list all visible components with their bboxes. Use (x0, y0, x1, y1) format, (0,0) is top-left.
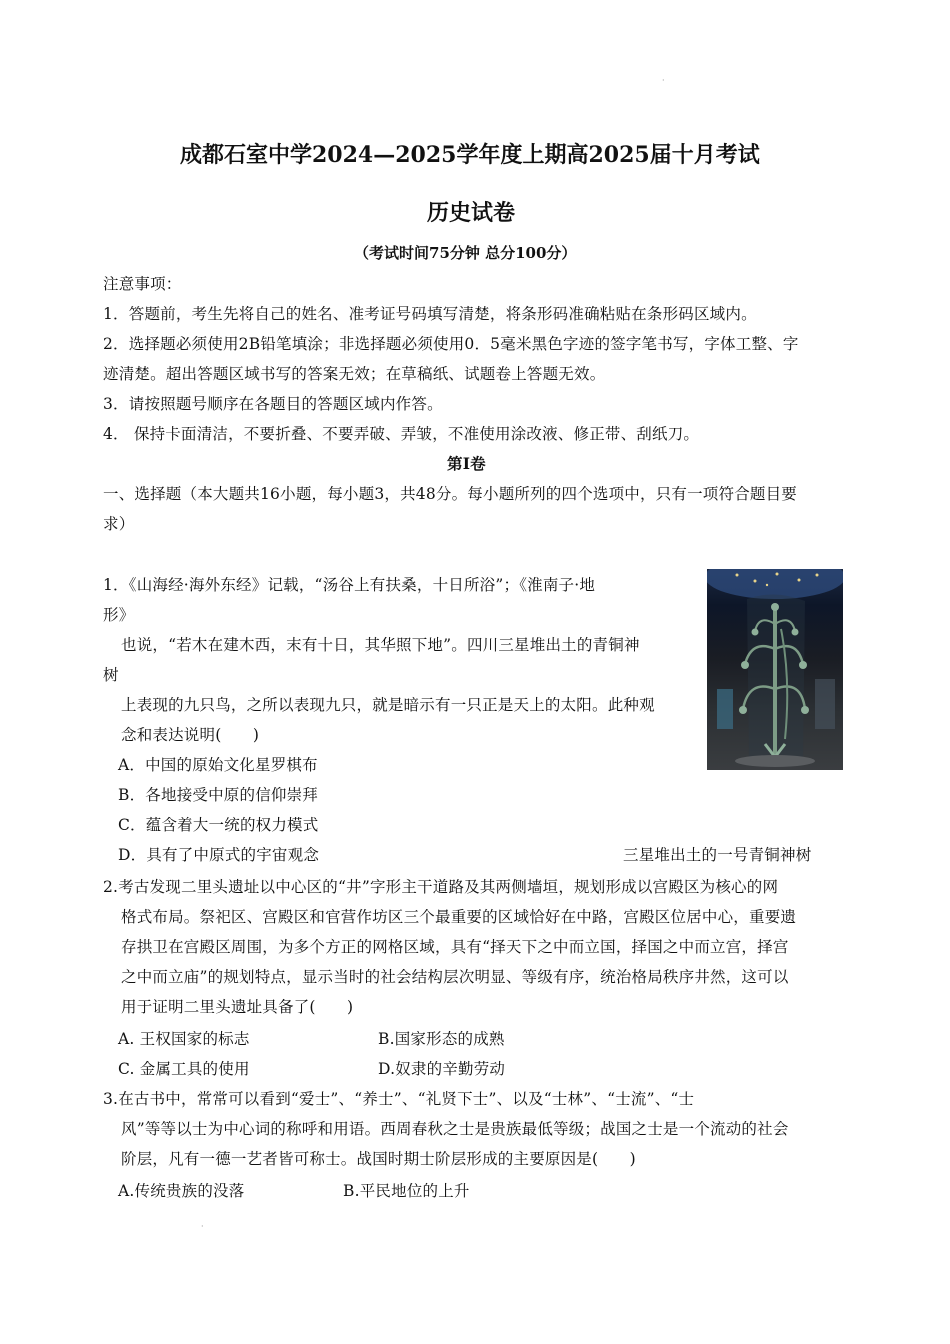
q2-option-c: C. 金属工具的使用 (118, 1060, 250, 1078)
bronze-tree-photo (707, 569, 843, 770)
q1-option-c: C．蕴含着大一统的权力模式 (118, 816, 319, 834)
q2-line: 2.考古发现二里头遗址以中心区的“井”字形主干道路及其两侧墙垣，规划形成以宫殿区为核心的网 (103, 878, 779, 896)
bronze-tree-illustration (707, 569, 843, 770)
exam-info: （考试时间75分钟 总分100分） (354, 244, 577, 262)
q2-line: 存拱卫在宫殿区周围，为多个方正的网格区域，具有“择天下之中而立国，择国之中而立宫，择宫 (121, 938, 789, 956)
section-instruction: 求） (103, 515, 135, 533)
notice-heading: 注意事项： (103, 275, 182, 293)
q2-line: 格式布局。祭祀区、宫殿区和官营作坊区三个最重要的区域恰好在中路，宫殿区位居中心，重要遗 (121, 908, 797, 926)
q2-option-a: A. 王权国家的标志 (118, 1030, 250, 1048)
q3-option-b: B.平民地位的上升 (343, 1182, 470, 1200)
q2-option-b: B.国家形态的成熟 (378, 1030, 505, 1048)
q1-line: 上表现的九只鸟，之所以表现九只，就是暗示有一只正是天上的太阳。此种观 (121, 696, 655, 714)
scan-dot: · (201, 1222, 204, 1231)
notice-item: 1．答题前，考生先将自己的姓名、准考证号码填写清楚，将条形码准确粘贴在条形码区域内。 (103, 305, 757, 323)
scan-dot: · (662, 76, 665, 85)
exam-title: 成都石室中学2024—2025学年度上期高2025届十月考试 (180, 142, 760, 168)
q1-line: 树 (103, 666, 119, 684)
notice-item: 2．选择题必须使用2B铅笔填涂；非选择题必须使用0．5毫米黑色字迹的签字笔书写，字体工整、字 (103, 335, 799, 353)
q2-option-d: D.奴隶的辛勤劳动 (378, 1060, 506, 1078)
q3-line: 3.在古书中，常常可以看到“爱士”、“养士”、“礼贤下士”、以及“士林”、“士流”、“士 (103, 1090, 695, 1108)
notice-item: 4． 保持卡面清洁，不要折叠、不要弄破、弄皱，不准使用涂改液、修正带、刮纸刀。 (103, 425, 700, 443)
q1-option-d: D．具有了中原式的宇宙观念 (118, 846, 320, 864)
q1-line: 1．《山海经·海外东经》记载，“汤谷上有扶桑，十日所浴”；《淮南子·地 (103, 576, 596, 594)
q2-line: 之中而立庙”的规划特点，显示当时的社会结构层次明显、等级有序，统治格局秩序井然，这可以 (121, 968, 789, 986)
q1-line: 形》 (103, 606, 135, 624)
subject-title: 历史试卷 (427, 200, 516, 226)
notice-item: 3．请按照题号顺序在各题目的答题区域内作答。 (103, 395, 443, 413)
q1-line: 念和表达说明( ) (121, 726, 260, 744)
q3-option-a: A.传统贵族的没落 (118, 1182, 245, 1200)
photo-caption: 三星堆出土的一号青铜神树 (623, 846, 812, 864)
volume-heading: 第Ⅰ卷 (447, 454, 486, 473)
q1-line: 也说，“若木在建木西，末有十日，其华照下地”。四川三星堆出土的青铜神 (121, 636, 640, 654)
q1-option-a: A．中国的原始文化星罗棋布 (118, 756, 318, 774)
q2-line: 用于证明二里头遗址具备了( ) (121, 998, 354, 1016)
section-instruction: 一、选择题（本大题共16小题，每小题3，共48分。每小题所列的四个选项中，只有一项符合题目要 (103, 485, 798, 503)
q3-line: 风”等等以士为中心词的称呼和用语。西周春秋之士是贵族最低等级；战国之士是一个流动的社会 (121, 1120, 789, 1138)
notice-item: 迹清楚。超出答题区域书写的答案无效；在草稿纸、试题卷上答题无效。 (103, 365, 606, 383)
q3-line: 阶层，凡有一德一艺者皆可称士。战国时期士阶层形成的主要原因是( ) (121, 1150, 636, 1168)
q1-option-b: B．各地接受中原的信仰崇拜 (118, 786, 318, 804)
